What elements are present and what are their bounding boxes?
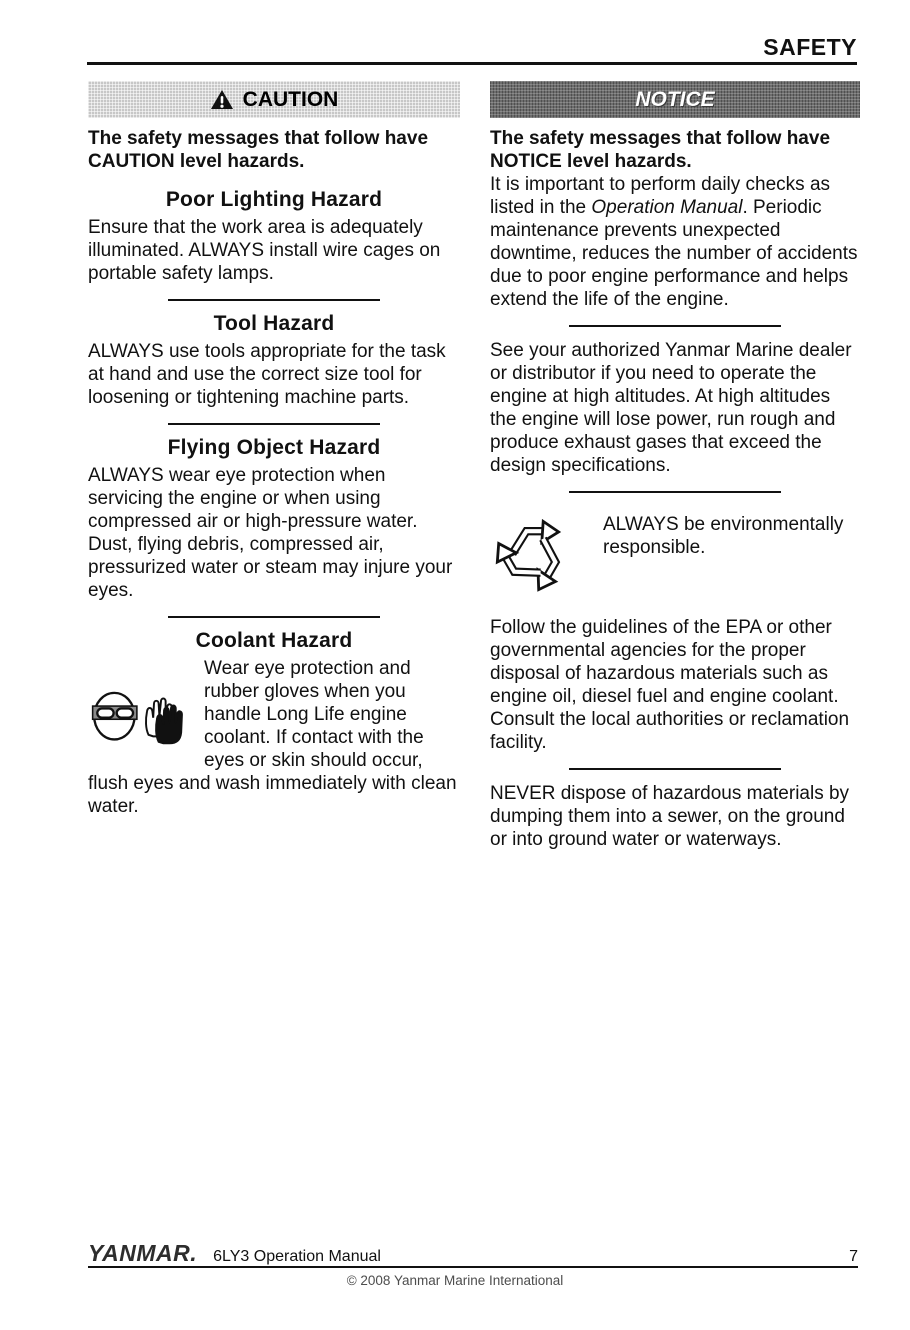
warning-triangle-icon	[210, 89, 234, 110]
environment-section	[490, 506, 860, 606]
caution-lead: The safety messages that follow have CAUTION level hazards.	[88, 128, 429, 172]
section-divider	[569, 491, 781, 493]
never-dispose-paragraph: NEVER dispose of hazardous materials by dumping them into a sewer, on the ground or into ground water or waterways.	[490, 783, 850, 850]
notice-lead: The safety messages that follow have NOTICE level hazards.	[490, 128, 831, 172]
high-altitude-paragraph: See your authorized Yanmar Marine dealer or distributor if you need to operate the engine at high altitudes. At high altitudes the engine will lose power, run rough and produce exhaust gases that exceed the design specifications.	[490, 340, 852, 476]
notice-column	[490, 81, 860, 851]
caution-column	[88, 81, 460, 851]
section-heading-tool: Tool Hazard	[213, 312, 335, 335]
header-rule	[87, 62, 857, 65]
recycle-icon	[490, 506, 603, 606]
section-divider	[569, 325, 781, 327]
page-number: 7	[849, 1248, 858, 1265]
yanmar-logo: YANMAR.	[88, 1240, 198, 1266]
section-body-flying-object: ALWAYS wear eye protection when servicing the engine or when using compressed air or high-pressure water. Dust, flying debris, compressed air, pressurized water or steam may injure your eyes.	[88, 465, 453, 601]
coolant-section	[88, 657, 460, 818]
operation-manual-reference: Operation Manual	[591, 197, 743, 218]
section-body-poor-lighting: Ensure that the work area is adequately illuminated. ALWAYS install wire cages on portable safety lamps.	[88, 217, 441, 284]
section-divider	[168, 299, 380, 301]
caution-banner	[88, 81, 460, 118]
environment-note: ALWAYS be environmentally responsible.	[603, 514, 844, 558]
daily-checks-text: It is important to perform daily checks as listed in the	[490, 174, 831, 218]
footer-rule	[88, 1266, 858, 1268]
section-body-coolant: Wear eye protection and rubber gloves when you handle Long Life engine coolant. If contact with the eyes or skin should occur, flush eyes and wash immediately with clean water.	[88, 658, 457, 817]
section-heading-flying-object: Flying Object Hazard	[167, 436, 381, 459]
section-heading-coolant: Coolant Hazard	[195, 629, 353, 652]
notice-banner-label: NOTICE	[635, 88, 715, 111]
goggles-and-gloves-icon	[88, 657, 204, 772]
section-heading-poor-lighting: Poor Lighting Hazard	[165, 188, 383, 211]
section-divider	[168, 423, 380, 425]
caution-banner-label: CAUTION	[242, 88, 339, 111]
epa-paragraph: Follow the guidelines of the EPA or other governmental agencies for the proper disposal of hazardous materials such as engine oil, diesel fuel and engine coolant. Consult the local authorities or reclamation facility.	[490, 617, 850, 753]
daily-checks-text-continued: . Periodic maintenance prevents unexpected downtime, reduces the number of accidents due to poor engine performance and helps extend the life of the engine.	[490, 197, 858, 310]
manual-title: 6LY3 Operation Manual	[213, 1248, 381, 1265]
section-divider	[168, 616, 380, 618]
content-columns	[88, 81, 860, 851]
page-title: SAFETY	[763, 34, 857, 60]
daily-checks-paragraph	[490, 173, 860, 311]
notice-banner	[490, 81, 860, 118]
section-body-tool: ALWAYS use tools appropriate for the task at hand and use the correct size tool for loosening or tightening machine parts.	[88, 341, 446, 408]
copyright-notice: © 2008 Yanmar Marine International	[346, 1273, 564, 1288]
section-divider	[569, 768, 781, 770]
footer	[88, 1240, 858, 1267]
